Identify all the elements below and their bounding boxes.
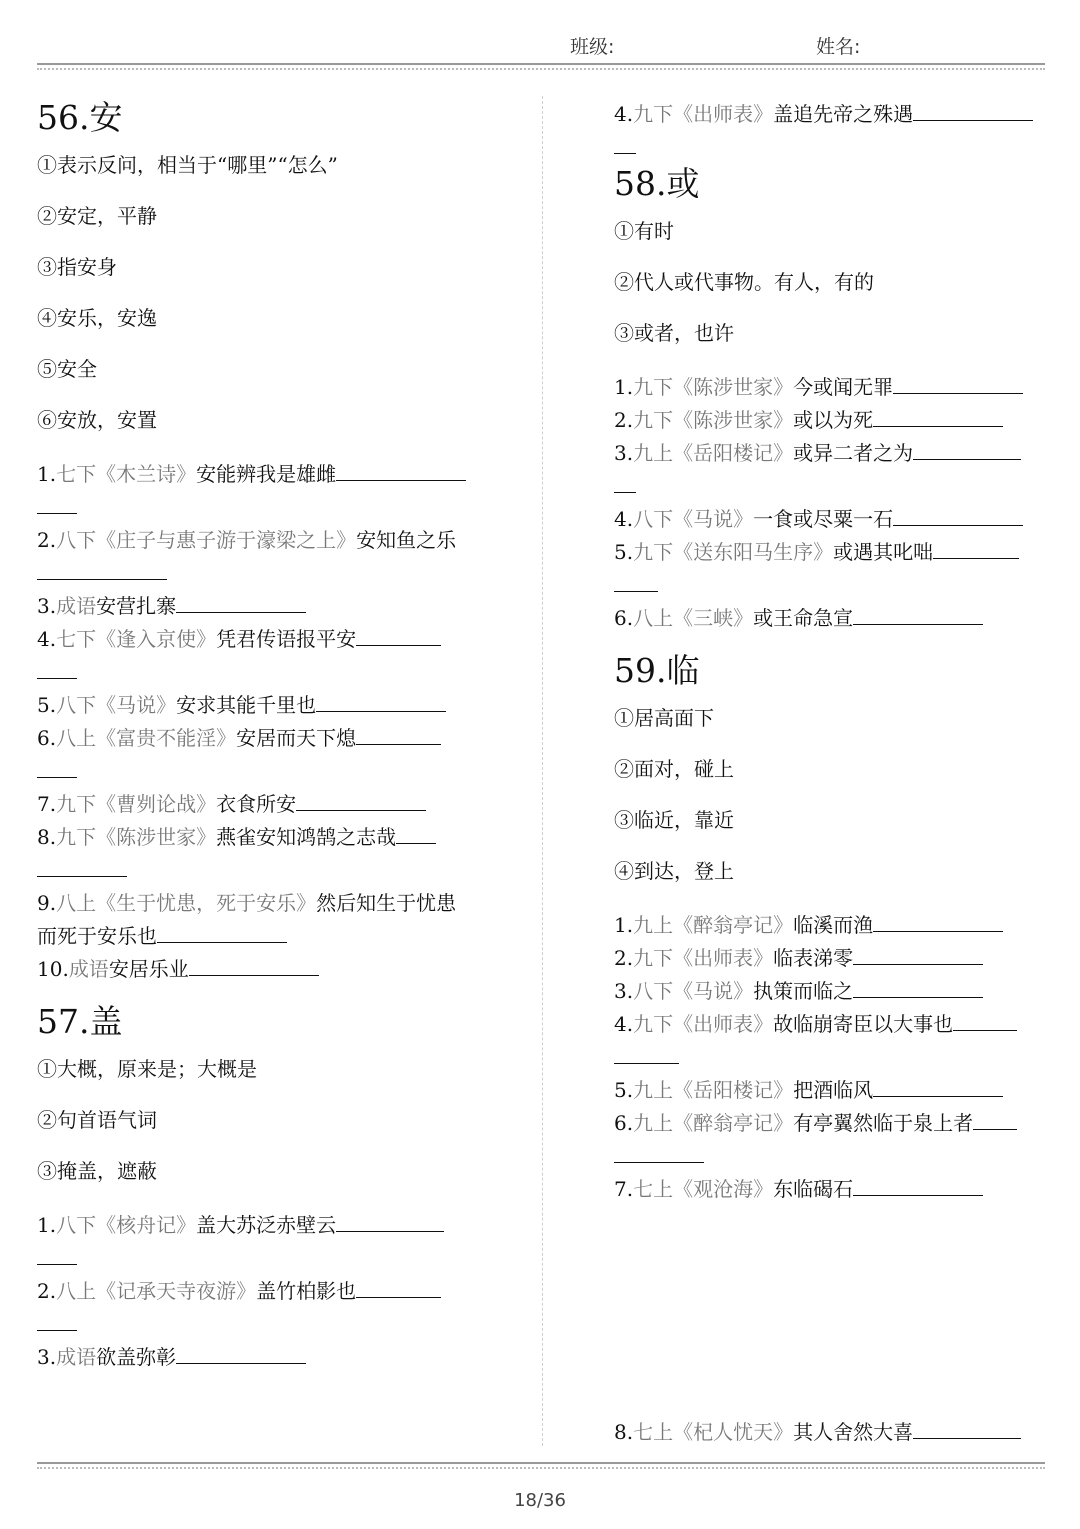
answer-blank[interactable]	[336, 1211, 444, 1232]
answer-blank[interactable]	[37, 559, 167, 580]
answer-blank[interactable]	[157, 922, 287, 943]
answer-blank[interactable]	[933, 538, 1019, 559]
answer-blank[interactable]	[37, 1242, 77, 1265]
meaning-item: ②句首语气词	[37, 1108, 157, 1132]
page-header	[0, 28, 1080, 62]
answer-blank[interactable]	[37, 1308, 77, 1331]
meaning-item: ①有时	[614, 219, 674, 243]
answer-blank[interactable]	[913, 1418, 1021, 1439]
example-line: 3.成语欲盖弥彰	[37, 1341, 472, 1374]
section-title-56: 56.安	[37, 98, 123, 137]
answer-blank[interactable]	[396, 823, 436, 844]
answer-blank[interactable]	[336, 460, 466, 481]
answer-blank[interactable]	[853, 944, 983, 965]
answer-blank[interactable]	[356, 724, 441, 745]
meaning-item: ①表示反问，相当于“哪里”“怎么”	[37, 153, 338, 177]
answer-blank[interactable]	[853, 1175, 983, 1196]
answer-blank[interactable]	[614, 1140, 704, 1163]
section-title-57: 57.盖	[37, 1002, 123, 1041]
meaning-item: ②面对，碰上	[614, 757, 734, 781]
answer-blank[interactable]	[356, 1277, 441, 1298]
example-line: 1.九下《陈涉世家》今或闻无罪	[614, 371, 1050, 404]
answer-blank[interactable]	[614, 131, 636, 154]
example-line: 4.九下《出师表》故临崩寄臣以大事也	[614, 1008, 1050, 1041]
section-title-58: 58.或	[614, 164, 700, 203]
example-line: 1.八下《核舟记》盖大苏泛赤壁云	[37, 1209, 472, 1242]
example-line: 9.八上《生于忧患，死于安乐》然后知生于忧患而死于安乐也	[37, 891, 457, 948]
meaning-item: ③临近，靠近	[614, 808, 734, 832]
answer-blank[interactable]	[37, 854, 127, 877]
example-line: 2.八下《庄子与惠子游于濠梁之上》安知鱼之乐	[37, 524, 472, 590]
meaning-item: ④到达，登上	[614, 859, 734, 883]
answer-blank[interactable]	[614, 470, 636, 493]
example-line: 1.七下《木兰诗》安能辨我是雄雌	[37, 458, 472, 491]
example-line: 4.七下《逢入京使》凭君传语报平安	[37, 623, 472, 656]
meaning-item: ③掩盖，遮蔽	[37, 1159, 157, 1183]
example-line: 5.八下《马说》安求其能千里也	[37, 689, 472, 722]
example-line: 10.成语安居乐业	[37, 953, 472, 986]
answer-blank[interactable]	[973, 1109, 1017, 1130]
meaning-item: ⑥安放，安置	[37, 408, 157, 432]
answer-blank[interactable]	[913, 100, 1033, 121]
answer-blank[interactable]	[37, 491, 77, 514]
meaning-item: ②代人或代事物。有人，有的	[614, 270, 874, 294]
example-line: 3.九上《岳阳楼记》或异二者之为	[614, 437, 1050, 470]
class-label: 班级:	[570, 36, 615, 58]
answer-blank[interactable]	[873, 911, 1003, 932]
answer-blank[interactable]	[37, 656, 77, 679]
example-line: 3.八下《马说》执策而临之	[614, 975, 1050, 1008]
answer-blank[interactable]	[853, 977, 983, 998]
column-divider	[542, 96, 543, 1446]
answer-blank[interactable]	[296, 790, 426, 811]
meaning-item: ①居高面下	[614, 706, 714, 730]
name-label: 姓名:	[816, 36, 861, 58]
page-number: 18/36	[514, 1490, 566, 1511]
example-line: 4.八下《马说》一食或尽粟一石	[614, 503, 1050, 536]
header-rule	[37, 63, 1045, 70]
footer-rule	[37, 1462, 1045, 1469]
example-line: 7.九下《曹刿论战》衣食所安	[37, 788, 472, 821]
section-title-59: 59.临	[614, 651, 700, 690]
answer-blank[interactable]	[189, 955, 319, 976]
meaning-item: ①大概，原来是；大概是	[37, 1057, 257, 1081]
example-line: 8.七上《杞人忧天》其人舍然大喜	[614, 1416, 1050, 1449]
meaning-item: ⑤安全	[37, 357, 97, 381]
answer-blank[interactable]	[614, 1041, 679, 1064]
example-line: 8.九下《陈涉世家》燕雀安知鸿鹄之志哉	[37, 821, 472, 854]
answer-blank[interactable]	[316, 691, 446, 712]
answer-blank[interactable]	[873, 1076, 1003, 1097]
answer-blank[interactable]	[614, 569, 658, 592]
answer-blank[interactable]	[853, 604, 983, 625]
example-line: 2.九下《陈涉世家》或以为死	[614, 404, 1050, 437]
example-line: 6.八上《三峡》或王命急宣	[614, 602, 1050, 635]
example-line: 1.九上《醉翁亭记》临溪而渔	[614, 909, 1050, 942]
example-line: 6.九上《醉翁亭记》有亭翼然临于泉上者	[614, 1107, 1050, 1140]
example-line: 7.七上《观沧海》东临碣石	[614, 1173, 1050, 1206]
answer-blank[interactable]	[176, 592, 306, 613]
example-line: 6.八上《富贵不能淫》安居而天下熄	[37, 722, 472, 755]
answer-blank[interactable]	[913, 439, 1021, 460]
example-line: 5.九上《岳阳楼记》把酒临风	[614, 1074, 1050, 1107]
left-column	[37, 92, 472, 1374]
example-line: 4.九下《出师表》盖追先帝之殊遇	[614, 98, 1050, 131]
answer-blank[interactable]	[873, 406, 1003, 427]
example-line: 3.成语安营扎寨	[37, 590, 472, 623]
example-line: 2.九下《出师表》临表涕零	[614, 942, 1050, 975]
meaning-item: ③指安身	[37, 255, 117, 279]
meaning-item: ②安定，平静	[37, 204, 157, 228]
answer-blank[interactable]	[893, 373, 1023, 394]
right-column	[614, 98, 1050, 1206]
answer-blank[interactable]	[953, 1010, 1017, 1031]
answer-blank[interactable]	[356, 625, 441, 646]
example-line: 5.九下《送东阳马生序》或遇其叱咄	[614, 536, 1050, 569]
answer-blank[interactable]	[37, 755, 77, 778]
meaning-item: ④安乐，安逸	[37, 306, 157, 330]
meaning-item: ③或者，也许	[614, 321, 734, 345]
answer-blank[interactable]	[176, 1343, 306, 1364]
answer-blank[interactable]	[893, 505, 1023, 526]
example-line: 2.八上《记承天寺夜游》盖竹柏影也	[37, 1275, 472, 1308]
